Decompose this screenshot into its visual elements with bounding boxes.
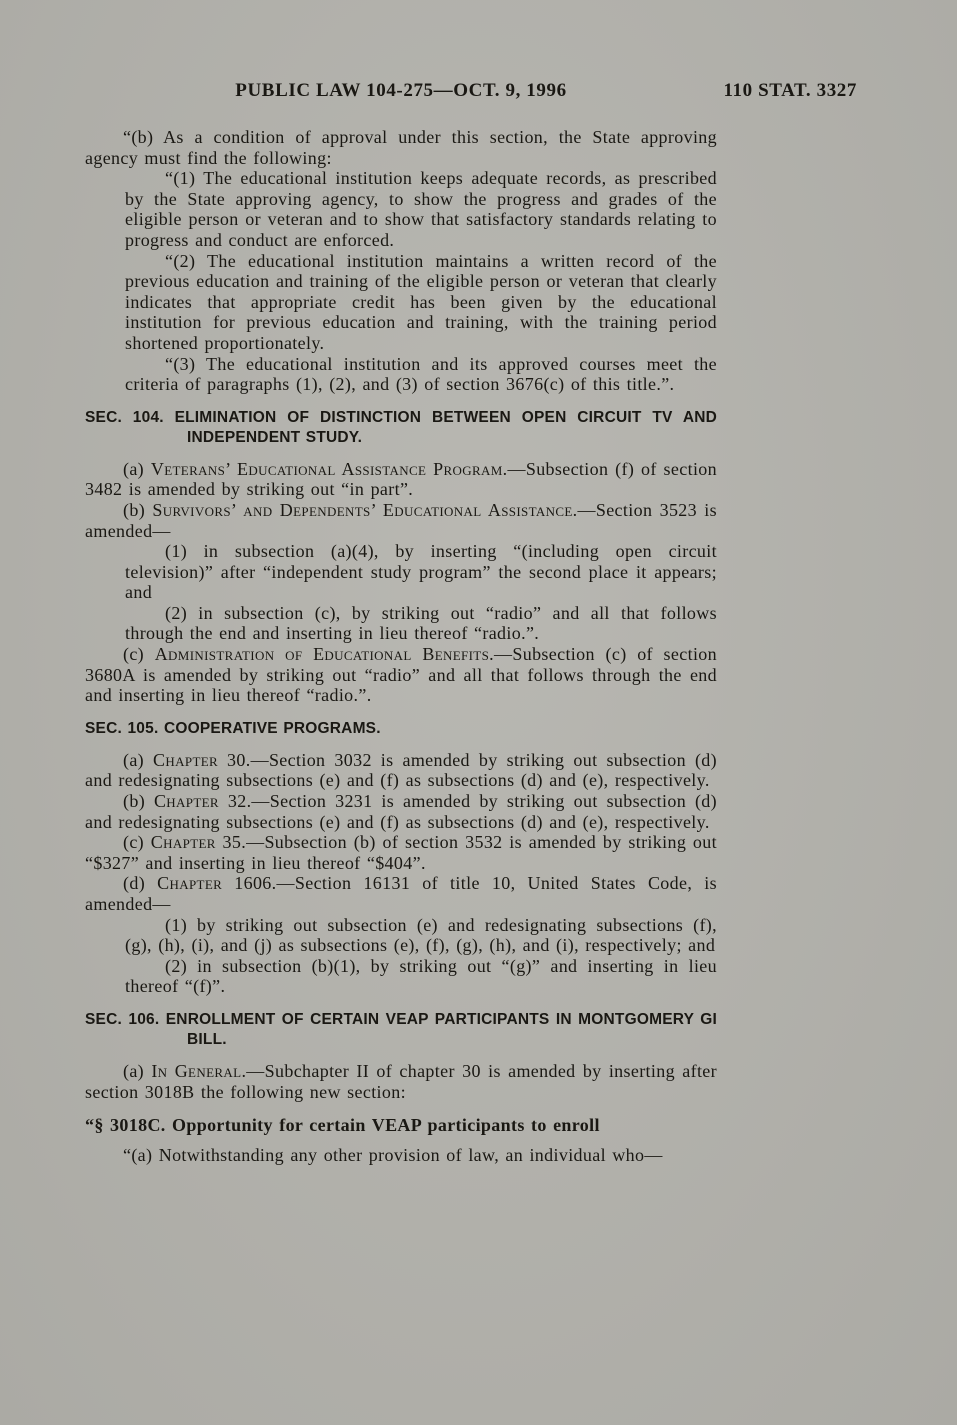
sec-105-b xyxy=(85,791,717,832)
sec-105-a xyxy=(85,750,717,791)
text-run: .—Section 3231 is amended by striking out subsection (d) and redesignating subsections (e) and (f) as subsections (d) and (e), respectively. xyxy=(85,791,717,832)
text-run: .—Section 16131 of title 10, United States Code, is amended— xyxy=(85,873,717,914)
new-section-3018c-heading xyxy=(85,1115,717,1136)
text-run: .—Subsection (f) of section 3482 is amended by striking out “in part”. xyxy=(85,458,717,500)
document-body xyxy=(85,127,717,1165)
text-run: .—Subchapter II of chapter 30 is amended by inserting after section 3018B the following new section: xyxy=(85,1060,717,1102)
text-run: Chapter 1606 xyxy=(157,873,272,894)
text-run: .—Subsection (b) of section 3532 is amended by striking out “$327” and inserting in lieu thereof “$404”. xyxy=(85,832,717,873)
text-run: (c) xyxy=(123,832,151,853)
text-run: Administration of Educational Benefits xyxy=(154,644,490,665)
text-run: SEC. 105. COOPERATIVE PROGRAMS. xyxy=(85,719,381,737)
sec-104-b xyxy=(85,500,717,541)
sec-106-a xyxy=(85,1061,717,1102)
text-run: (a) xyxy=(123,458,151,479)
text-run: “(3) The educational institution and its approved courses meet the criteria of paragraphs (1), (2), and (3) of section 3676(c) of this title.”. xyxy=(125,353,717,395)
text-run: SEC. 106. ENROLLMENT OF CERTAIN VEAP PARTICIPANTS IN MONTGOMERY GI BILL. xyxy=(85,1010,717,1048)
text-run: (2) in subsection (c), by striking out “radio” and all that follows through the end and inserting in lieu thereof “radio.”. xyxy=(125,602,717,644)
text-run: (c) xyxy=(123,644,155,665)
text-run: “(2) The educational institution maintains a written record of the previous education and training of the eligible person or veteran that clearly indicates that appropriate credit has been given by the educational institution for previous education and training, with the training period shortened proportionately. xyxy=(125,250,717,353)
sec-104-heading xyxy=(85,408,717,448)
text-run: In General xyxy=(151,1060,242,1081)
text-run: (a) xyxy=(123,1060,152,1081)
text-run: “§ 3018C. Opportunity for certain VEAP participants to enroll xyxy=(85,1115,600,1136)
text-run: “(1) The educational institution keeps adequate records, as prescribed by the State approving agency, to show the progress and grades of the eligible person or veteran and to show that satisfactory standards relating to progress and conduct are enforced. xyxy=(125,168,717,250)
text-run: Chapter 35 xyxy=(150,832,242,853)
text-run: (d) xyxy=(123,873,158,894)
page-header xyxy=(85,80,857,106)
sec-104-b-1 xyxy=(125,541,717,603)
sec-105-heading xyxy=(85,719,717,739)
new-section-3018c-a xyxy=(85,1145,717,1166)
text-run: “(a) Notwithstanding any other provision of law, an individual who— xyxy=(123,1144,663,1165)
sec-105-d xyxy=(85,873,717,914)
text-run: Veterans’ Educational Assistance Program xyxy=(150,458,503,479)
sec-105-d-2 xyxy=(125,956,717,997)
text-run: (a) xyxy=(123,749,154,770)
clause-b-para-3 xyxy=(125,354,717,395)
text-run: SEC. 104. ELIMINATION OF DISTINCTION BETWEEN OPEN CIRCUIT TV AND INDEPENDENT STUDY. xyxy=(85,408,717,446)
text-run: (1) by striking out subsection (e) and redesignating subsections (f), (g), (h), (i), and (j) as subsections (e), (f), (g), (h), and (i), respectively; and xyxy=(125,914,717,956)
clause-b-intro xyxy=(85,127,717,168)
text-run: Survivors’ and Dependents’ Educational Assistance xyxy=(152,499,573,520)
text-run: “(b) As a condition of approval under this section, the State approving agency must find the following: xyxy=(85,127,717,168)
sec-105-c xyxy=(85,832,717,873)
text-run: Chapter 32 xyxy=(153,791,247,812)
clause-b-para-1 xyxy=(125,168,717,250)
text-run: .—Section 3523 is amended— xyxy=(85,499,717,541)
law-title: PUBLIC LAW 104-275—OCT. 9, 1996 xyxy=(235,80,567,101)
stat-number: 110 STAT. 3327 xyxy=(723,80,857,101)
sec-104-b-2 xyxy=(125,603,717,644)
text-run: Chapter 30 xyxy=(153,749,246,770)
text-run: .—Section 3032 is amended by striking out subsection (d) and redesignating subsections (e) and (f) as subsections (d) and (e), respectively. xyxy=(85,749,717,791)
text-run: .—Subsection (c) of section 3680A is amended by striking out “radio” and all that follows through the end and inserting in lieu thereof “radio.”. xyxy=(85,644,717,706)
text-run: (b) xyxy=(123,791,154,812)
sec-105-d-1 xyxy=(125,915,717,956)
sec-106-heading xyxy=(85,1010,717,1050)
text-run: (b) xyxy=(123,499,153,520)
text-run: (1) in subsection (a)(4), by inserting “(including open circuit television)” after “independent study program” the second place it appears; and xyxy=(125,541,717,603)
sec-104-c xyxy=(85,644,717,706)
clause-b-para-2 xyxy=(125,251,717,354)
sec-104-a xyxy=(85,459,717,500)
text-run: (2) in subsection (b)(1), by striking out “(g)” and inserting in lieu thereof “(f)”. xyxy=(125,955,717,997)
